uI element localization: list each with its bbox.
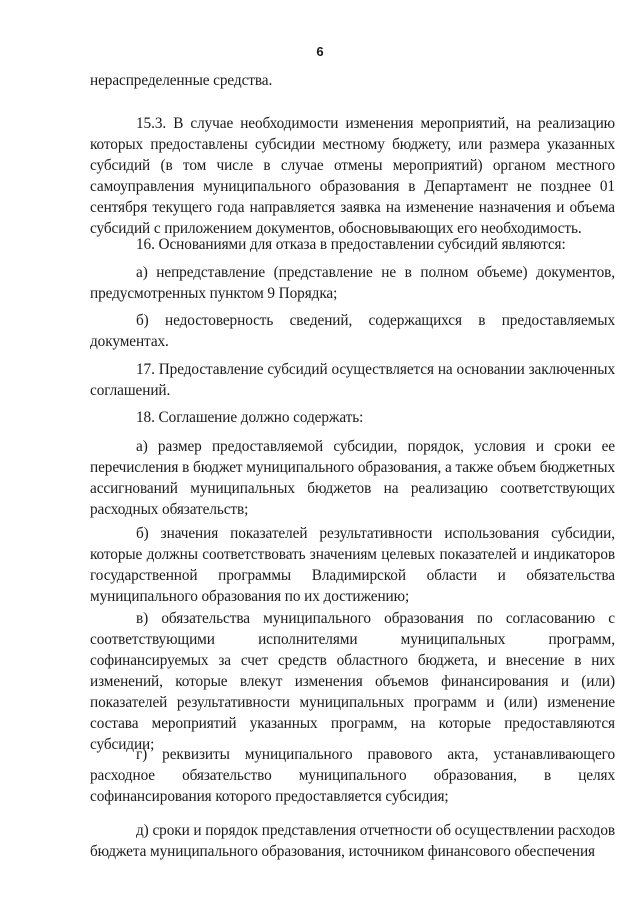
paragraph-16: 16. Основаниями для отказа в предоставлении субсидий являются: xyxy=(136,236,566,253)
page-number: 6 xyxy=(316,44,324,59)
paragraph-18-g: г) реквизиты муниципального правового акта, устанавливающего расходное обязательство муниципального образования, в целях софинансирования которого предоставляется субсидия; xyxy=(90,746,615,805)
paragraph-continuation: нераспределенные средства. xyxy=(90,72,273,89)
paragraph-18-d: д) сроки и порядок представления отчетности об осуществлении расходов бюджета муниципального образования, источником финансового обеспечения xyxy=(90,822,615,860)
paragraph-18-b: б) значения показателей результативности использования субсидии, которые должны соответствовать значениям целевых показателей и индикаторов государственной программы Владимирской области и обязательства муниципального образования по их достижению; xyxy=(90,525,615,605)
paragraph-18-a: а) размер предоставляемой субсидии, порядок, условия и сроки ее перечисления в бюджет муниципального образования, а также объем бюджетных ассигнований муниципальных бюджетов на реализацию соответствующих расходных обязательств; xyxy=(90,438,615,518)
paragraph-15-3: 15.3. В случае необходимости изменения мероприятий, на реализацию которых предоставлены субсидии местному бюджету, или размера указанных субсидий (в том числе в случае отмены мероприятий) органом местного самоуправления муниципального образования в Департамент не позднее 01 сентября текущего года направляется заявка на изменение назначения и объема субсидий с приложением документов, обосновывающих его необходимость. xyxy=(90,115,615,237)
paragraph-18-v: в) обязательства муниципального образования по согласованию с соответствующими исполнителями муниципальных программ, софинансируемых за счет средств областного бюджета, и внесение в них изменений, которые влекут изменения объемов финансирования и (или) показателей результативности муниципальных программ и (или) изменение состава мероприятий указанных программ, на которые предоставляются субсидии; xyxy=(90,610,615,753)
paragraph-18: 18. Соглашение должно содержать: xyxy=(136,409,364,426)
paragraph-17: 17. Предоставление субсидий осуществляется на основании заключенных соглашений. xyxy=(90,361,615,399)
paragraph-16-a: а) непредставление (представление не в полном объеме) документов, предусмотренных пунктом 9 Порядка; xyxy=(90,264,615,302)
paragraph-16-b: б) недостоверность сведений, содержащихся в предоставляемых документах. xyxy=(90,312,615,350)
